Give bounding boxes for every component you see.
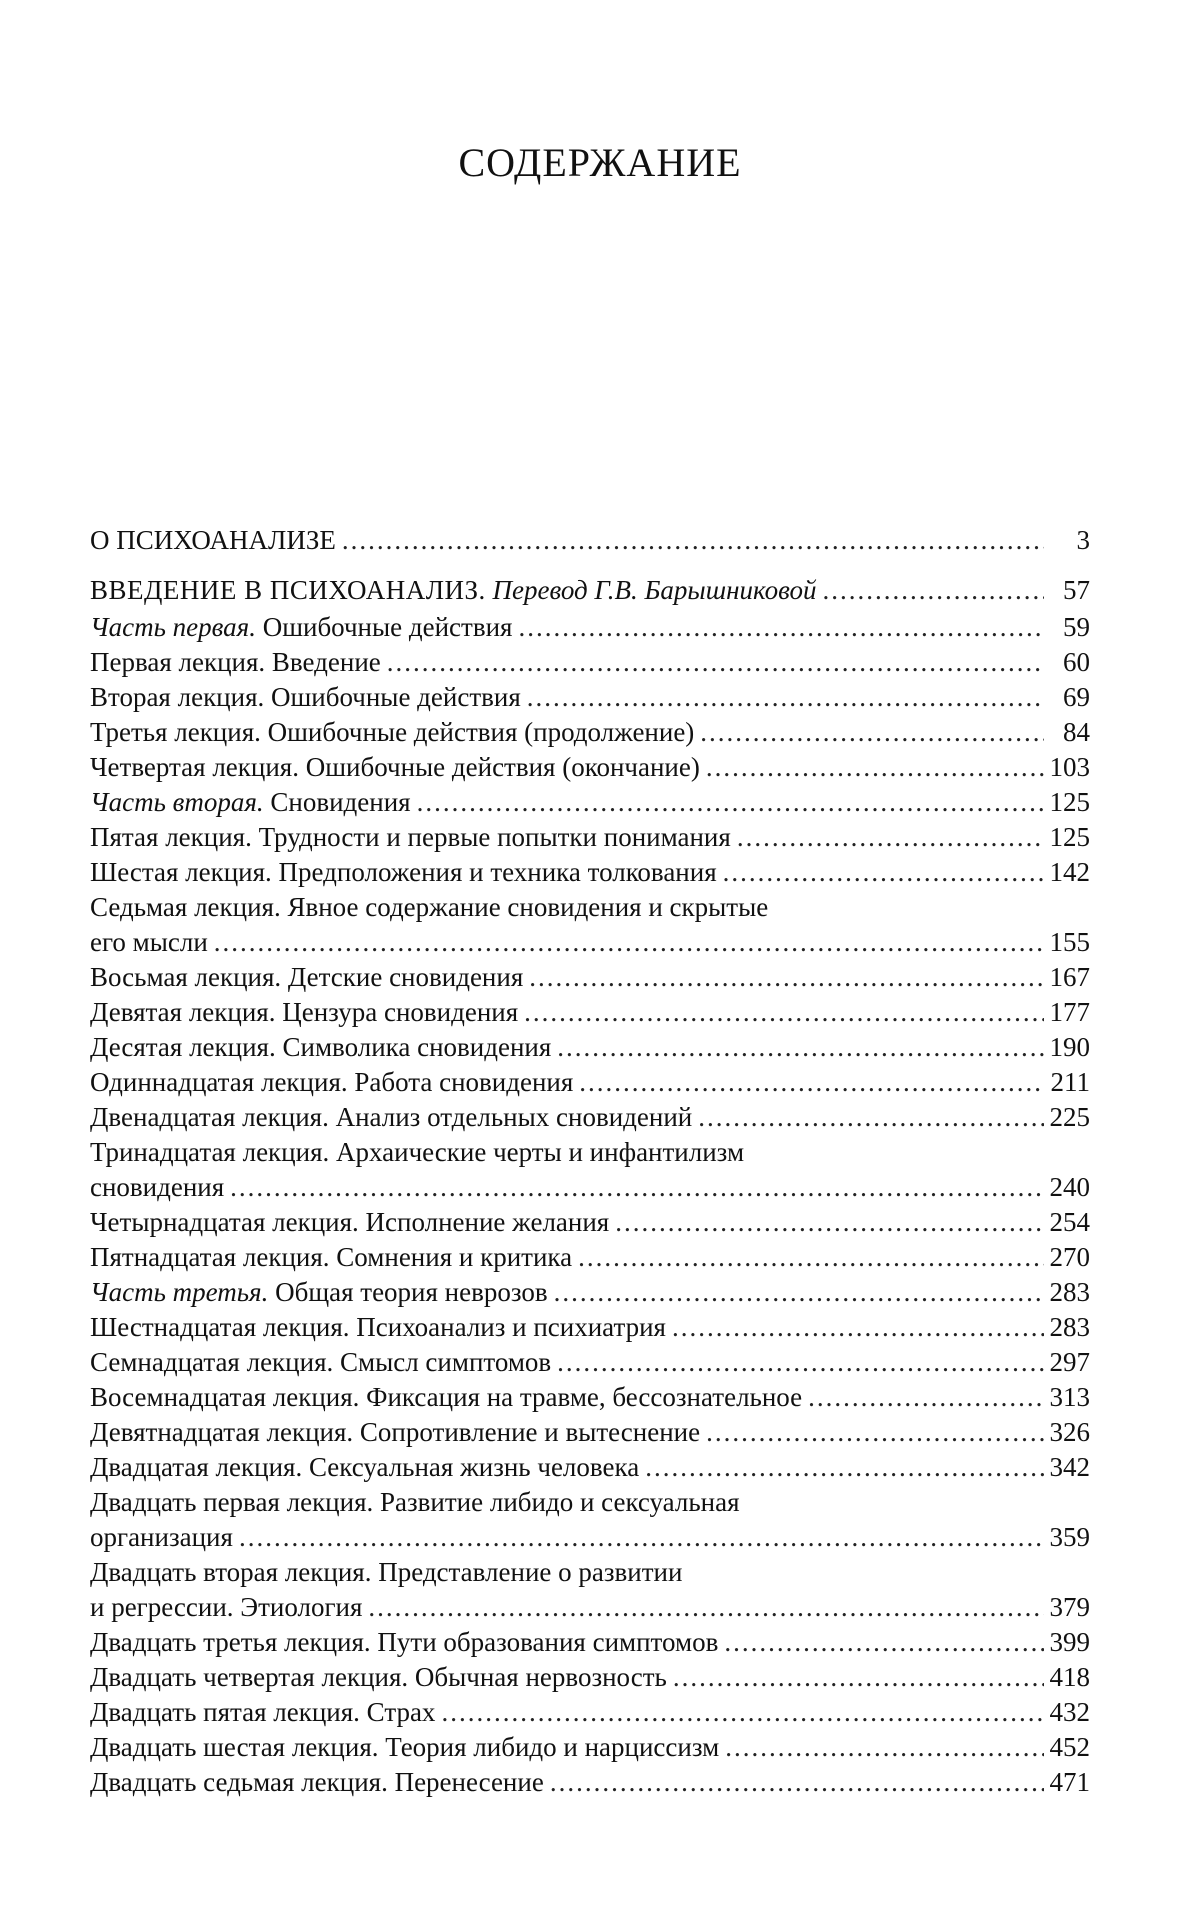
dot-leader: [529, 960, 1043, 995]
page-number: 313: [1049, 1382, 1090, 1412]
dot-leader: [725, 1730, 1043, 1765]
toc-entry-label-continuation: его мысли: [90, 927, 208, 957]
page-number: 452: [1049, 1732, 1090, 1762]
page-number: 240: [1049, 1172, 1090, 1202]
toc-row: [90, 680, 1090, 715]
toc-part-row: [90, 785, 1090, 820]
toc-entry: [90, 1275, 1090, 1310]
toc-entry-label: Двадцать седьмая лекция. Перенесение: [90, 1767, 544, 1797]
toc-row: [90, 1310, 1090, 1345]
table-of-contents: [90, 520, 1090, 1800]
toc-entry-label: Шестая лекция. Предположения и техника толкования: [90, 857, 717, 887]
toc-entry: [90, 1065, 1090, 1100]
part-label: Часть третья.: [90, 1277, 269, 1307]
toc-entry-label: О ПСИХОАНАЛИЗЕ: [90, 525, 336, 555]
toc-entry: [90, 610, 1090, 645]
toc-row: [90, 520, 1090, 560]
page-number: 167: [1049, 962, 1090, 992]
toc-row: [90, 1240, 1090, 1275]
toc-row: [90, 1660, 1090, 1695]
toc-row: [90, 1415, 1090, 1450]
toc-row: [90, 1065, 1090, 1100]
toc-entry-label: Девятнадцатая лекция. Сопротивление и вытеснение: [90, 1417, 701, 1447]
dot-leader: [706, 1415, 1043, 1450]
toc-entry: [90, 890, 1090, 960]
toc-entry-label: Часть первая. Ошибочные действия: [90, 612, 513, 642]
dot-leader: [230, 1170, 1043, 1205]
toc-entry-label: Двадцать вторая лекция. Представление о развитии: [90, 1557, 683, 1587]
toc-entry-label: Пятая лекция. Трудности и первые попытки понимания: [90, 822, 731, 852]
toc-entry: [90, 1730, 1090, 1765]
dot-leader: [724, 1625, 1043, 1660]
toc-row: [90, 715, 1090, 750]
dot-leader: [698, 1100, 1043, 1135]
toc-row: [90, 1450, 1090, 1485]
toc-row: [90, 1520, 1090, 1555]
page-number: 225: [1049, 1102, 1090, 1132]
toc-entry-label: Часть вторая. Сновидения: [90, 787, 411, 817]
toc-row: [90, 1100, 1090, 1135]
dot-leader: [672, 1310, 1044, 1345]
translator-note: Перевод Г.В. Барышниковой: [492, 575, 817, 605]
dot-leader: [518, 610, 1044, 645]
toc-entry: [90, 1765, 1090, 1800]
page-number: 103: [1049, 752, 1090, 782]
toc-entry: [90, 1415, 1090, 1450]
part-label: Часть первая.: [90, 612, 256, 642]
toc-row: [90, 1170, 1090, 1205]
toc-entry-label: Шестнадцатая лекция. Психоанализ и психиатрия: [90, 1312, 666, 1342]
toc-entry: [90, 1205, 1090, 1240]
toc-entry: [90, 1660, 1090, 1695]
toc-entry: [90, 1310, 1090, 1345]
page-number: 283: [1049, 1277, 1090, 1307]
page-number: 432: [1049, 1697, 1090, 1727]
dot-leader: [554, 1275, 1044, 1310]
page-number: 177: [1049, 997, 1090, 1027]
toc-row: [90, 570, 1090, 610]
page-number: 125: [1049, 822, 1090, 852]
dot-leader: [700, 715, 1044, 750]
toc-entry: [90, 855, 1090, 890]
toc-entry-label: Восемнадцатая лекция. Фиксация на травме, бессознательное: [90, 1382, 803, 1412]
dot-leader: [527, 680, 1044, 715]
toc-entry-label: Восьмая лекция. Детские сновидения: [90, 962, 524, 992]
toc-entry: [90, 995, 1090, 1030]
toc-entry-label: Двадцать пятая лекция. Страх: [90, 1697, 436, 1727]
toc-entry: [90, 1555, 1090, 1625]
toc-entry-label: Десятая лекция. Символика сновидения: [90, 1032, 552, 1062]
page-number: 342: [1049, 1452, 1090, 1482]
toc-entry-label: Девятая лекция. Цензура сновидения: [90, 997, 519, 1027]
toc-row: [90, 1345, 1090, 1380]
toc-entry-label: Двадцать шестая лекция. Теория либидо и нарциссизм: [90, 1732, 720, 1762]
toc-row: [90, 1030, 1090, 1065]
toc-part-row: [90, 610, 1090, 645]
toc-entry-label-continuation: и регрессии. Этиология: [90, 1592, 363, 1622]
page-number: 57: [1063, 575, 1090, 605]
toc-entry: [90, 570, 1090, 610]
toc-row: [90, 1730, 1090, 1765]
toc-entry-label-continuation: организация: [90, 1522, 233, 1552]
toc-entry-label: Третья лекция. Ошибочные действия (продолжение): [90, 717, 695, 747]
page-number: 60: [1063, 647, 1090, 677]
toc-entry: [90, 645, 1090, 680]
toc-entry-label: Двадцать четвертая лекция. Обычная нервозность: [90, 1662, 667, 1692]
toc-row: [90, 750, 1090, 785]
toc-row: [90, 1590, 1090, 1625]
toc-entry: [90, 1485, 1090, 1555]
dot-leader: [706, 750, 1044, 785]
toc-entry: [90, 1450, 1090, 1485]
toc-entry: [90, 750, 1090, 785]
dot-leader: [557, 1030, 1043, 1065]
page-number: 142: [1049, 857, 1090, 887]
toc-entry: [90, 820, 1090, 855]
toc-entry-label: Вторая лекция. Ошибочные действия: [90, 682, 521, 712]
dot-leader: [417, 785, 1044, 820]
dot-leader: [615, 1205, 1043, 1240]
dot-leader: [557, 1345, 1043, 1380]
dot-leader: [387, 645, 1044, 680]
toc-entry-label: Тринадцатая лекция. Архаические черты и инфантилизм: [90, 1137, 745, 1167]
toc-row: [90, 855, 1090, 890]
toc-row: [90, 960, 1090, 995]
toc-entry-label: Часть третья. Общая теория неврозов: [90, 1277, 548, 1307]
page-title: СОДЕРЖАНИЕ: [458, 139, 742, 185]
dot-leader: [578, 1240, 1043, 1275]
dot-leader: [550, 1765, 1044, 1800]
toc-row: [90, 645, 1090, 680]
page-number: 125: [1049, 787, 1090, 817]
toc-entry: [90, 1240, 1090, 1275]
toc-row: [90, 1205, 1090, 1240]
page-number: 190: [1049, 1032, 1090, 1062]
page-number: 270: [1049, 1242, 1090, 1272]
dot-leader: [645, 1450, 1043, 1485]
toc-entry: [90, 1695, 1090, 1730]
page-number: 155: [1049, 927, 1090, 957]
page-number: 69: [1063, 682, 1090, 712]
dot-leader: [808, 1380, 1043, 1415]
toc-entry: [90, 715, 1090, 750]
page-number: 3: [1076, 525, 1090, 555]
toc-entry-label: Пятнадцатая лекция. Сомнения и критика: [90, 1242, 573, 1272]
section-title: ВВЕДЕНИЕ В ПСИХОАНАЛИЗ.: [90, 575, 486, 605]
toc-entry-label: Семнадцатая лекция. Смысл симптомов: [90, 1347, 552, 1377]
toc-row: [90, 925, 1090, 960]
toc-entry-label: Двадцать первая лекция. Развитие либидо и сексуальная: [90, 1487, 740, 1517]
page-number: 84: [1063, 717, 1090, 747]
toc-entry: [90, 1100, 1090, 1135]
dot-leader: [737, 820, 1044, 855]
page-number: 359: [1049, 1522, 1090, 1552]
page-number: 379: [1049, 1592, 1090, 1622]
toc-part-row: [90, 1275, 1090, 1310]
toc-entry-label: Первая лекция. Введение: [90, 647, 381, 677]
page-number: 471: [1049, 1767, 1090, 1797]
page-number: 254: [1049, 1207, 1090, 1237]
toc-row: [90, 1695, 1090, 1730]
dot-leader: [673, 1660, 1044, 1695]
toc-entry: [90, 1345, 1090, 1380]
toc-row: [90, 1765, 1090, 1800]
toc-entry: [90, 1135, 1090, 1205]
toc-entry: [90, 520, 1090, 560]
toc-entry-label: Двадцать третья лекция. Пути образования симптомов: [90, 1627, 719, 1657]
toc-entry: [90, 680, 1090, 715]
toc-row: [90, 995, 1090, 1030]
page-number: 399: [1049, 1627, 1090, 1657]
toc-entry-label: Четвертая лекция. Ошибочные действия (окончание): [90, 752, 700, 782]
toc-entry-label-continuation: сновидения: [90, 1172, 225, 1202]
toc-entry-label: Двадцатая лекция. Сексуальная жизнь человека: [90, 1452, 640, 1482]
toc-entry: [90, 1625, 1090, 1660]
page-number: 59: [1063, 612, 1090, 642]
toc-entry-label: Седьмая лекция. Явное содержание сновидения и скрытые: [90, 892, 769, 922]
dot-leader: [723, 855, 1044, 890]
page-number: 297: [1049, 1347, 1090, 1377]
toc-entry-label: Двенадцатая лекция. Анализ отдельных сновидений: [90, 1102, 693, 1132]
page-number: 326: [1049, 1417, 1090, 1447]
toc-entry: [90, 1380, 1090, 1415]
toc-entry-label: Четырнадцатая лекция. Исполнение желания: [90, 1207, 610, 1237]
dot-leader: [239, 1520, 1044, 1555]
dot-leader: [524, 995, 1043, 1030]
part-label: Часть вторая.: [90, 787, 264, 817]
page-number: 418: [1049, 1662, 1090, 1692]
dot-leader: [368, 1590, 1043, 1625]
toc-entry: [90, 960, 1090, 995]
toc-entry: [90, 1030, 1090, 1065]
toc-entry-label: Одиннадцатая лекция. Работа сновидения: [90, 1067, 574, 1097]
dot-leader: [822, 570, 1044, 610]
dot-leader: [342, 520, 1044, 560]
dot-leader: [214, 925, 1044, 960]
dot-leader: [579, 1065, 1044, 1100]
toc-entry-label: [90, 570, 816, 610]
toc-entry: [90, 785, 1090, 820]
toc-row: [90, 1380, 1090, 1415]
page-number: 211: [1050, 1067, 1090, 1097]
page-number: 283: [1049, 1312, 1090, 1342]
toc-row: [90, 1625, 1090, 1660]
dot-leader: [441, 1695, 1043, 1730]
toc-row: [90, 820, 1090, 855]
